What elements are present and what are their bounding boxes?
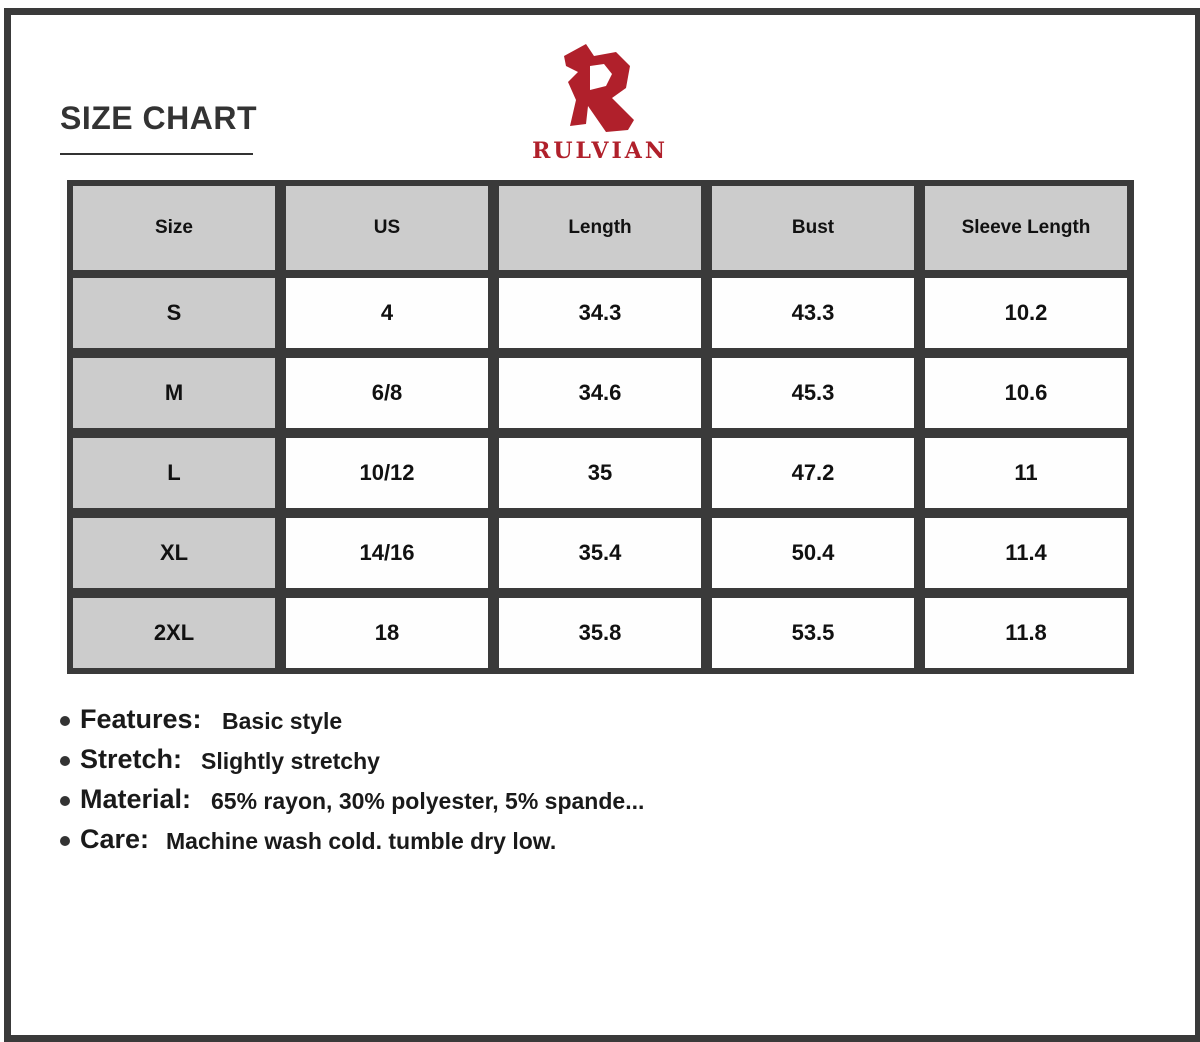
brand-logo: [520, 42, 680, 166]
table-cell-us: 6/8: [286, 358, 488, 428]
bullet-icon: [60, 836, 70, 846]
feature-value: 65% rayon, 30% polyester, 5% spande...: [211, 788, 645, 814]
feature-label: Material:: [80, 784, 192, 814]
row-size-label: M: [73, 358, 275, 428]
row-size-label: XL: [73, 518, 275, 588]
feature-value: Basic style: [222, 708, 343, 734]
table-cell-bust: 47.2: [712, 438, 914, 508]
feature-label: Care:: [80, 824, 150, 854]
table-cell-sleeve-length: 10.6: [925, 358, 1127, 428]
table-cell-length: 35.8: [499, 598, 701, 668]
table-cell-length: 35.4: [499, 518, 701, 588]
table-cell-bust: 45.3: [712, 358, 914, 428]
table-cell-bust: 50.4: [712, 518, 914, 588]
page-title: SIZE CHART: [60, 100, 257, 136]
table-cell-us: 4: [286, 278, 488, 348]
table-cell-sleeve-length: 10.2: [925, 278, 1127, 348]
table-cell-length: 35: [499, 438, 701, 508]
feature-label: Features:: [80, 704, 202, 734]
column-header-size: Size: [73, 186, 275, 270]
row-size-label: S: [73, 278, 275, 348]
row-size-label: 2XL: [73, 598, 275, 668]
table-cell-sleeve-length: 11.4: [925, 518, 1127, 588]
table-cell-length: 34.6: [499, 358, 701, 428]
column-header-bust: Bust: [712, 186, 914, 270]
column-header-us: US: [286, 186, 488, 270]
table-cell-bust: 43.3: [712, 278, 914, 348]
feature-label: Stretch:: [80, 744, 183, 774]
column-header-sleeve-length: Sleeve Length: [925, 186, 1127, 270]
column-header-length: Length: [499, 186, 701, 270]
table-cell-us: 18: [286, 598, 488, 668]
table-cell-sleeve-length: 11: [925, 438, 1127, 508]
title-underline: [60, 153, 253, 155]
table-cell-sleeve-length: 11.8: [925, 598, 1127, 668]
feature-value: Machine wash cold. tumble dry low.: [166, 828, 557, 854]
feature-value: Slightly stretchy: [201, 748, 380, 774]
row-size-label: L: [73, 438, 275, 508]
brand-name: RULVIAN: [532, 138, 668, 164]
bullet-icon: [60, 796, 70, 806]
bullet-icon: [60, 716, 70, 726]
size-chart-table: [67, 180, 1134, 674]
table-cell-bust: 53.5: [712, 598, 914, 668]
table-cell-length: 34.3: [499, 278, 701, 348]
table-cell-us: 14/16: [286, 518, 488, 588]
table-cell-us: 10/12: [286, 438, 488, 508]
bullet-icon: [60, 756, 70, 766]
r-monogram-icon: [556, 42, 644, 134]
